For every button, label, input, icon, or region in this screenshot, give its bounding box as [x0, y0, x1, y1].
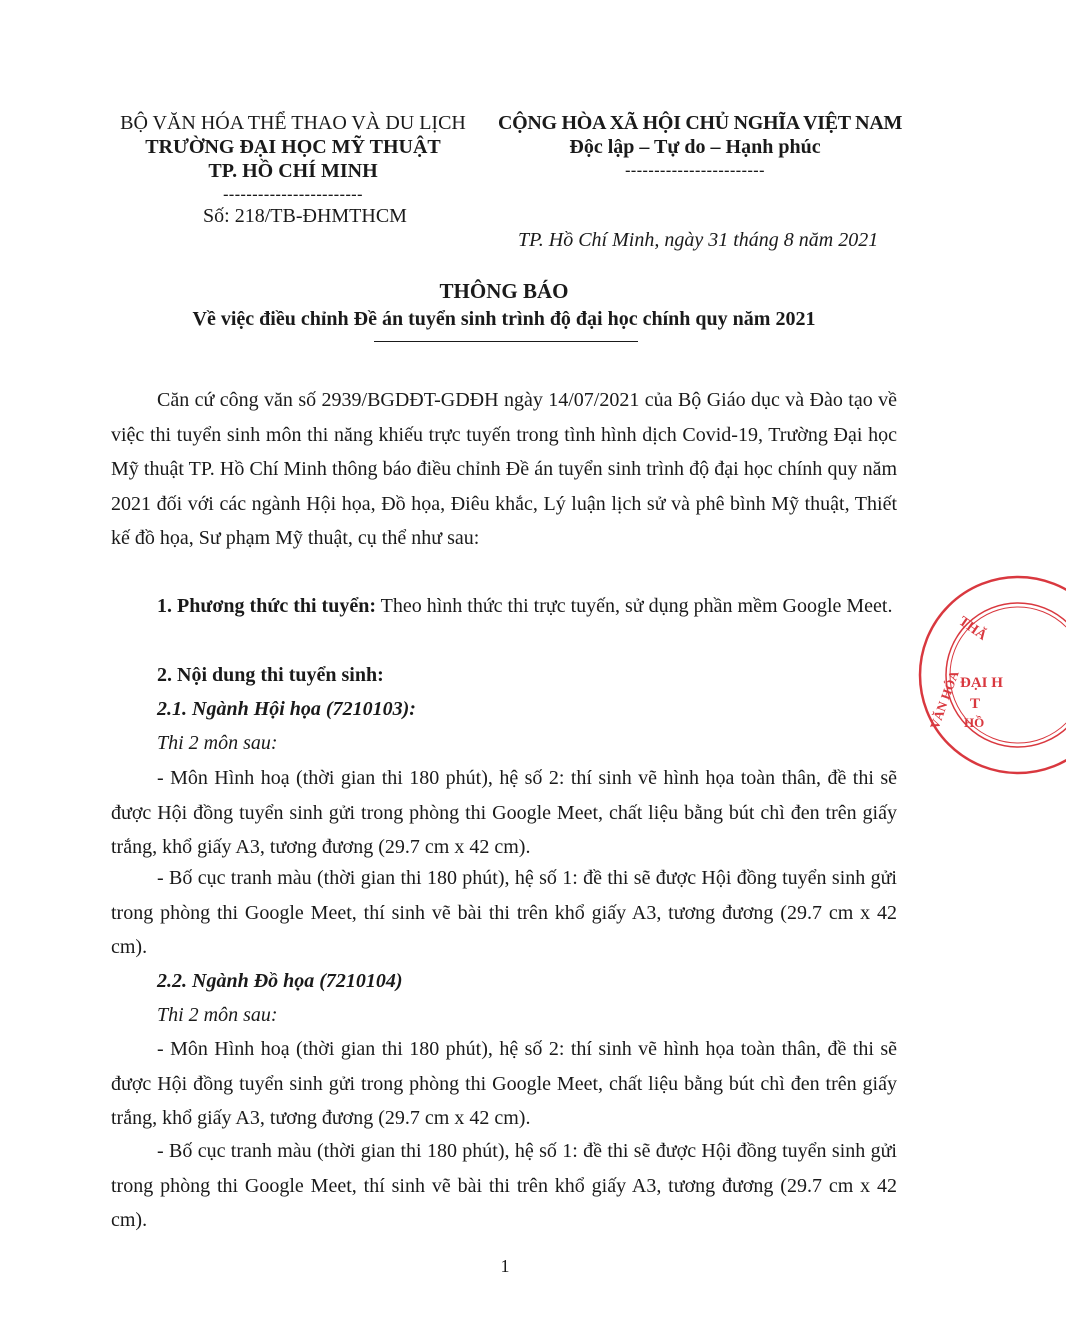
right-header-separator: ------------------------ — [625, 162, 765, 179]
school-name-line1: TRƯỜNG ĐẠI HỌC MỸ THUẬT — [145, 136, 441, 158]
svg-text:T: T — [970, 696, 981, 712]
section-1-label: 1. Phương thức thi tuyển: — [157, 595, 376, 617]
svg-text:VĂN HÓA: VĂN HÓA — [926, 668, 962, 732]
title-underline — [374, 341, 638, 342]
section-2-heading: 2. Nội dung thi tuyển sinh: — [157, 664, 384, 686]
section-2-2-item-2: - Bố cục tranh màu (thời gian thi 180 phút), hệ số 1: đề thi sẽ được Hội đồng tuyển sinh gửi trong phòng thi Google Meet, thí sinh vẽ bài thi trên khổ giấy A3, tương đương (29.7 cm x 42 cm). — [111, 1140, 897, 1231]
section-1-text: Theo hình thức thi trực tuyến, sử dụng phần mềm Google Meet. — [375, 595, 893, 617]
svg-text:HỒ: HỒ — [964, 715, 985, 730]
notice-title: THÔNG BÁO — [439, 279, 569, 303]
national-motto: Độc lập – Tự do – Hạnh phúc — [569, 136, 821, 158]
section-2-2-heading: 2.2. Ngành Đồ họa (7210104) — [157, 970, 403, 992]
svg-text:ĐẠI H: ĐẠI H — [960, 675, 1003, 691]
svg-text:THĂ: THĂ — [955, 613, 990, 644]
left-header-separator: ------------------------ — [223, 186, 363, 203]
official-seal-stamp — [916, 575, 1066, 775]
document-number: Số: 218/TB-ĐHMTHCM — [203, 205, 407, 227]
section-2-2-subheading: Thi 2 môn sau: — [157, 1004, 278, 1026]
intro-paragraph: Căn cứ công văn số 2939/BGDĐT-GDĐH ngày 14/07/2021 của Bộ Giáo dục và Đào tạo về việc thi tuyển sinh môn thi năng khiếu trực tuyến trong tình hình dịch Covid-19, Trường Đại học Mỹ thuật TP. Hồ Chí Minh thông báo điều chỉnh Đề án tuyển sinh trình độ đại học chính quy năm 2021 đối với các ngành Hội họa, Đồ họa, Điêu khắc, Lý luận lịch sử và phê bình Mỹ thuật, Thiết kế đồ họa, Sư phạm Mỹ thuật, cụ thể như sau: — [111, 389, 897, 549]
section-2-1-item-2: - Bố cục tranh màu (thời gian thi 180 phút), hệ số 1: đề thi sẽ được Hội đồng tuyển sinh gửi trong phòng thi Google Meet, thí sinh vẽ bài thi trên khổ giấy A3, tương đương (29.7 cm x 42 cm). — [111, 867, 897, 958]
section-2-1-subheading: Thi 2 môn sau: — [157, 732, 278, 754]
page-number: 1 — [500, 1256, 510, 1276]
section-2-2-item-1: - Môn Hình hoạ (thời gian thi 180 phút), hệ số 2: thí sinh vẽ hình họa toàn thân, đề thi sẽ được Hội đồng tuyển sinh gửi trong phòng thi Google Meet, chất liệu bằng bút chì đen trên giấy trắng, khổ giấy A3, tương đương (29.7 cm x 42 cm). — [111, 1038, 897, 1129]
school-name-line2: TP. HỒ CHÍ MINH — [208, 160, 378, 182]
section-2-1-heading: 2.1. Ngành Hội họa (7210103): — [157, 698, 416, 720]
section-1-paragraph — [111, 589, 897, 624]
notice-subtitle: Về việc điều chỉnh Đề án tuyển sinh trình độ đại học chính quy năm 2021 — [192, 308, 816, 330]
place-and-date: TP. Hồ Chí Minh, ngày 31 tháng 8 năm 2021 — [518, 229, 879, 251]
section-2-1-item-1: - Môn Hình hoạ (thời gian thi 180 phút), hệ số 2: thí sinh vẽ hình họa toàn thân, đề thi sẽ được Hội đồng tuyển sinh gửi trong phòng thi Google Meet, chất liệu bằng bút chì đen trên giấy trắng, khổ giấy A3, tương đương (29.7 cm x 42 cm). — [111, 767, 897, 858]
ministry-name: BỘ VĂN HÓA THỂ THAO VÀ DU LỊCH — [120, 112, 466, 134]
nation-name: CỘNG HÒA XÃ HỘI CHỦ NGHĨA VIỆT NAM — [497, 112, 903, 134]
